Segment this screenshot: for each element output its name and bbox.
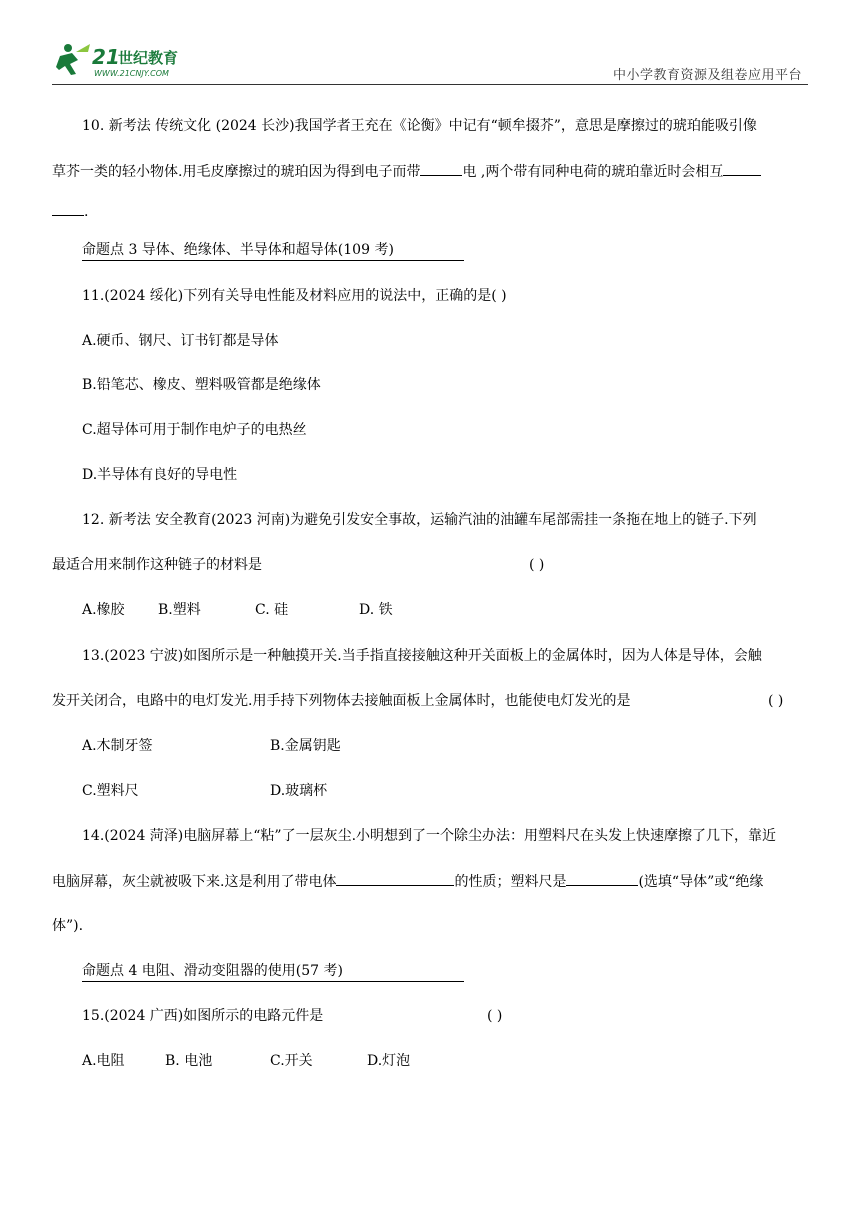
site-logo (52, 40, 212, 82)
q10-blank-2[interactable] (723, 161, 761, 176)
q15-answer-paren[interactable]: ( ) (487, 1008, 503, 1024)
q14-line3: 体”). (52, 918, 84, 934)
svg-text:21: 21 (92, 45, 120, 69)
q13-option-b: B.金属钥匙 (270, 738, 341, 754)
section-heading-4: 命题点 4 电阻、滑动变阻器的使用(57 考) (82, 961, 464, 982)
q10-line3 (52, 201, 88, 222)
q14-blank-1[interactable] (336, 871, 454, 886)
q15-stem: 15.(2024 广西)如图所示的电路元件是 (82, 1008, 324, 1024)
q10-text-a: 草芥一类的轻小物体.用毛皮摩擦过的琥珀因为得到电子而带 (52, 164, 421, 180)
q10-text-b: 电 ,两个带有同种电荷的琥珀靠近时会相互 (462, 164, 724, 180)
q11-stem: 11.(2024 绥化)下列有关导电性能及材料应用的说法中，正确的是( ) (82, 288, 507, 304)
q15-option-b: B. 电池 (165, 1053, 213, 1069)
q15-option-c: C.开关 (270, 1053, 313, 1069)
section-heading-3: 命题点 3 导体、绝缘体、半导体和超导体(109 考) (82, 240, 464, 261)
svg-text:WWW.21CNJY.COM: WWW.21CNJY.COM (94, 69, 169, 78)
q13-option-c: C.塑料尺 (82, 783, 139, 799)
q14-line1: 14.(2024 菏泽)电脑屏幕上“粘”了一层灰尘.小明想到了一个除尘办法：用塑料尺在头发上快速摩擦了几下，靠近 (82, 828, 777, 844)
q11-option-c: C.超导体可用于制作电炉子的电热丝 (82, 422, 307, 438)
q12-option-b: B.塑料 (158, 602, 201, 618)
q11-option-d: D.半导体有良好的导电性 (82, 467, 238, 483)
q12-option-c: C. 硅 (255, 602, 289, 618)
q11-option-b: B.铅笔芯、橡皮、塑料吸管都是绝缘体 (82, 377, 321, 393)
q13-option-a: A.木制牙签 (82, 738, 153, 754)
q15-option-d: D.灯泡 (367, 1053, 411, 1069)
q14-text-c: (选填“导体”或“绝缘 (638, 874, 764, 890)
page-header (52, 38, 808, 85)
q12-option-d: D. 铁 (359, 602, 393, 618)
q13-line1: 13.(2023 宁波)如图所示是一种触摸开关.当手指直接接触这种开关面板上的金属体时，因为人体是导体，会触 (82, 648, 762, 664)
q14-blank-2[interactable] (566, 871, 638, 886)
q10-period: . (84, 204, 89, 220)
q13-answer-paren[interactable]: ( ) (768, 693, 784, 709)
q13-option-d: D.玻璃杯 (270, 783, 328, 799)
brand-text: 中小学教育资源及组卷应用平台 (612, 68, 802, 83)
q12-answer-paren[interactable]: ( ) (529, 557, 545, 573)
q10-blank-2-cont[interactable] (52, 201, 84, 216)
q10-line2 (52, 161, 761, 182)
runner-icon (56, 44, 90, 75)
q14-line2 (52, 871, 763, 892)
q15-option-a: A.电阻 (82, 1053, 125, 1069)
q10-blank-1[interactable] (420, 161, 462, 176)
q10-line1: 10. 新考法 传统文化 (2024 长沙)我国学者王充在《论衡》中记有“顿牟掇芥”，意思是摩擦过的琥珀能吸引像 (82, 118, 757, 134)
q12-line2: 最适合用来制作这种链子的材料是 (52, 557, 262, 573)
q11-option-a: A.硬币、钢尺、订书钉都是导体 (82, 333, 279, 349)
q14-text-b: 的性质；塑料尺是 (454, 874, 567, 890)
q12-line1: 12. 新考法 安全教育(2023 河南)为避免引发安全事故，运输汽油的油罐车尾部需挂一条拖在地上的链子.下列 (82, 512, 757, 528)
q13-line2: 发开关闭合，电路中的电灯发光.用手持下列物体去接触面板上金属体时，也能使电灯发光的是 (52, 693, 631, 709)
q12-option-a: A.橡胶 (82, 602, 125, 618)
svg-text:世纪教育: 世纪教育 (118, 49, 179, 67)
q14-text-a: 电脑屏幕，灰尘就被吸下来.这是利用了带电体 (52, 874, 337, 890)
